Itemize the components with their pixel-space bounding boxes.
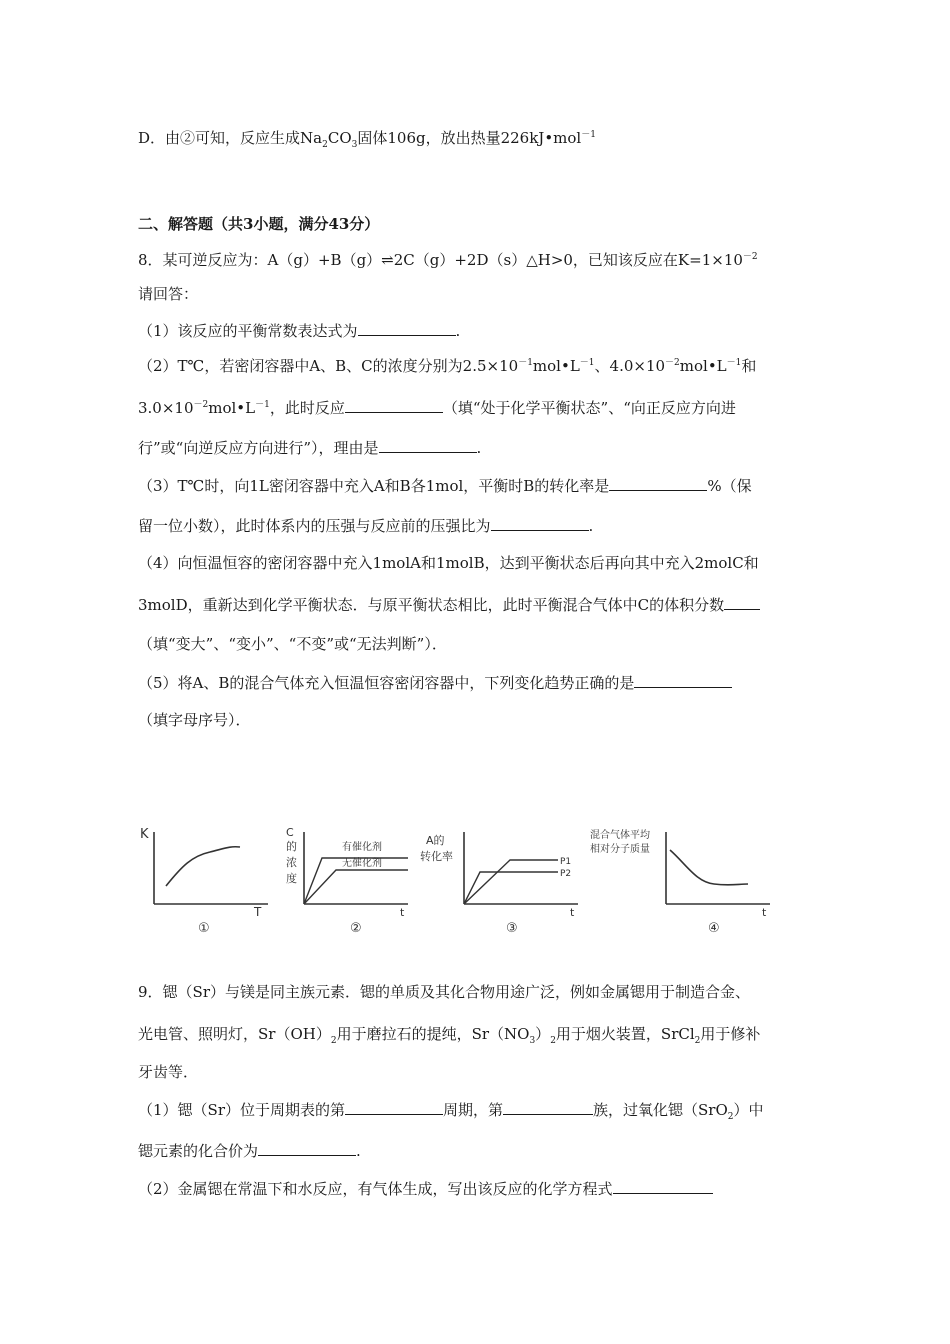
trend-graphs (130, 820, 790, 940)
graph-3-number: ③ (506, 921, 518, 936)
graph-4-number: ④ (708, 921, 720, 936)
graph-3-p1-label: P1 (560, 857, 572, 867)
answer-blank[interactable] (613, 1179, 713, 1194)
graph-1-curve (166, 847, 240, 886)
graph-2-ylabel (286, 826, 297, 885)
q8-part2-line3: 行”或“向逆反应方向进行”），理由是 . (138, 439, 482, 457)
q8-part1: （1）该反应的平衡常数表达式为 . (138, 322, 461, 340)
q9-part1-line2: 锶元素的化合价为 . (138, 1142, 361, 1160)
graph-2-number: ② (350, 921, 362, 936)
section-title: 二、解答题（共3小题，满分43分） (138, 215, 380, 233)
answer-blank[interactable] (345, 1100, 443, 1115)
q8-prompt: 请回答： (138, 285, 199, 303)
q8-stem: 8．某可逆反应为：A（g）+B（g）⇌2C（g）+2D（s）△H>0，已知该反应在$K=1\times 10^{-2}$ (138, 251, 758, 269)
graph-3-ylabel (420, 834, 453, 863)
graph-2-no-catalyst-line (304, 870, 408, 904)
answer-blank[interactable] (258, 1141, 356, 1156)
option-d: D．由②可知，反应生成$Na_2CO_3$固体106g，放出热量226kJ•mol$^{-1}$ (138, 129, 596, 150)
q9-stem-line1: 9．锶（Sr）与镁是同主族元素．锶的单质及其化合物用途广泛，例如金属锶用于制造合金、 (138, 983, 750, 1001)
graph-1-xlabel: T (254, 905, 262, 919)
q8-part2-line2: $3.0\times 10^{-2}mol•L^{-1}$，此时反应 （填“处于化学平衡状态”、“向正反应方向进 (138, 399, 736, 417)
graph-4 (590, 828, 770, 936)
graph-3-p1-line (464, 860, 558, 904)
graph-3-ylabel-line1: A的 (426, 834, 445, 847)
answer-blank[interactable] (724, 595, 760, 610)
answer-blank[interactable] (379, 438, 477, 453)
q9-stem-line3: 牙齿等． (138, 1063, 199, 1081)
q8-part4-line3: （填“变大”、“变小”、“不变”或“无法判断”）． (138, 635, 447, 653)
graph-2-xlabel: t (400, 906, 405, 919)
answer-blank[interactable] (609, 476, 707, 491)
graph-3-p2-label: P2 (560, 869, 572, 879)
graph-3-xlabel: t (570, 906, 575, 919)
graph-3-ylabel-line2: 转化率 (420, 850, 453, 863)
graph-2-ylabel-c: C (286, 826, 294, 839)
q8-part5-line1: （5）将A、B的混合气体充入恒温恒容密闭容器中，下列变化趋势正确的是 (138, 673, 732, 693)
q8-part5-line2: （填字母序号）． (138, 711, 251, 729)
answer-blank[interactable] (491, 516, 589, 531)
graph-2-ylabel-nong: 浓 (286, 856, 297, 869)
graph-3-p2-line (464, 872, 558, 904)
q8-part3-line1: （3）T℃时，向1L密闭容器中充入A和B各1mol，平衡时B的转化率是 %（保 (138, 477, 752, 495)
graph-2-label-top: 有催化剂 (342, 842, 382, 853)
graph-4-ylabel-line2: 相对分子质量 (590, 844, 650, 855)
q9-stem-line2: 光电管、照明灯，$Sr(OH)_2$用于磨拉石的提纯，$Sr(NO_3)_2$用于烟火装置，SrCl$_2$用于修补 (138, 1025, 761, 1046)
answer-blank[interactable] (634, 673, 732, 688)
graph-2-ylabel-de: 的 (286, 840, 297, 853)
q8-part2-line1: （2）T℃，若密闭容器中A、B、C的浓度分别为$2.5\times 10^{-1}mol•L^{-1}$、$4.0\times 10^{-2}mol•L^{-1}$和 (138, 357, 757, 375)
answer-blank[interactable] (358, 321, 456, 336)
graph-3 (420, 832, 578, 936)
answer-blank[interactable] (345, 398, 443, 413)
graph-1-number: ① (198, 921, 210, 936)
q8-part3-line2: 留一位小数），此时体系内的压强与反应前的压强比为 . (138, 517, 594, 535)
graph-2-ylabel-du: 度 (286, 872, 297, 885)
q9-part1-line1: （1）锶（Sr）位于周期表的第 周期，第 族，过氧化锶（SrO$_2$）中 (138, 1101, 764, 1122)
graph-4-xlabel: t (762, 906, 767, 919)
graph-4-ylabel-line1: 混合气体平均 (590, 830, 650, 841)
answer-blank[interactable] (503, 1100, 593, 1115)
graph-4-curve (670, 850, 748, 885)
q9-part2: （2）金属锶在常温下和水反应，有气体生成，写出该反应的化学方程式 (138, 1179, 713, 1199)
graph-1-ylabel: K (140, 827, 149, 842)
q8-part4-line2: 3molD，重新达到化学平衡状态．与原平衡状态相比，此时平衡混合气体中C的体积分数 (138, 595, 760, 615)
graph-2-label-bottom: 无催化剂 (342, 858, 382, 869)
graph-2 (286, 826, 408, 936)
graph-1 (140, 827, 268, 936)
q8-part4-line1: （4）向恒温恒容的密闭容器中充入1molA和1molB，达到平衡状态后再向其中充入2molC和 (138, 554, 759, 572)
